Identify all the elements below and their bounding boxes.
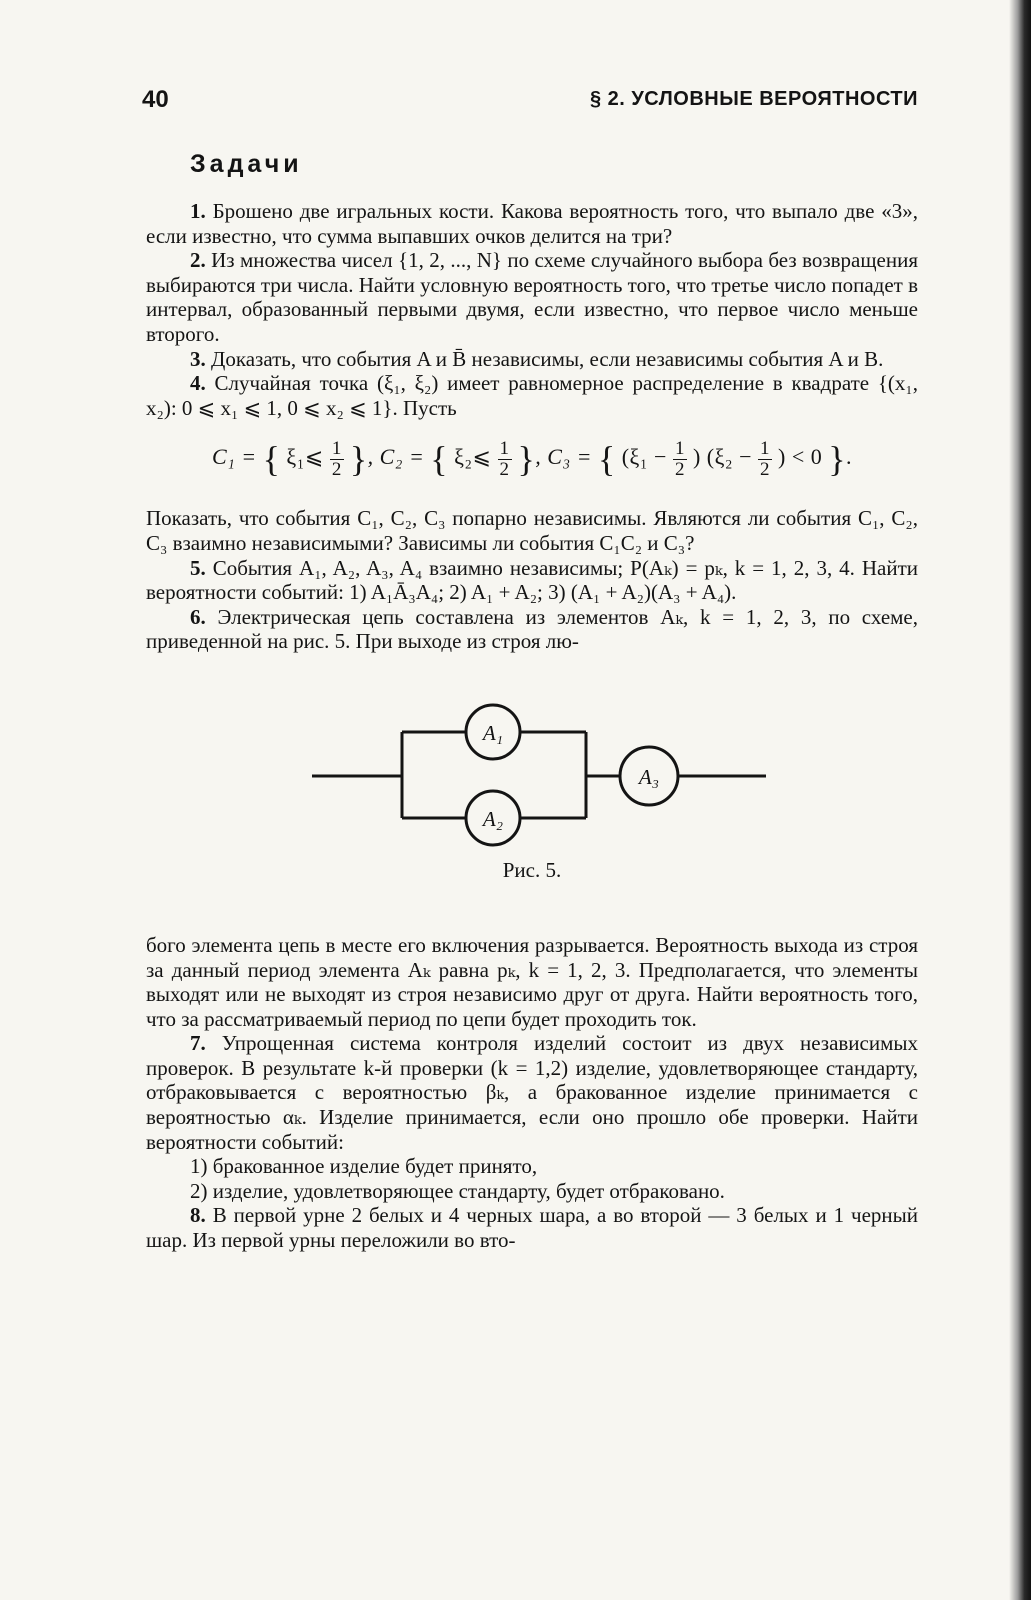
- page-number: 40: [142, 86, 169, 113]
- problem-number: 2.: [190, 248, 206, 273]
- problem-number: 7.: [190, 1031, 206, 1056]
- brace-open: {: [262, 439, 281, 480]
- circuit-diagram: [146, 658, 918, 858]
- formula-end: .: [846, 444, 853, 470]
- running-title: § 2. УСЛОВНЫЕ ВЕРОЯТНОСТИ: [589, 88, 918, 110]
- list-item: 2) изделие, удовлетворяющее стандарту, будет отбраковано.: [190, 1178, 725, 1203]
- formula-part2: ) (ξ₂ −: [692, 444, 752, 470]
- problem-number: 3.: [190, 346, 206, 371]
- problem-number: 1.: [190, 199, 206, 223]
- scanned-page-edge: [1009, 0, 1031, 1600]
- display-formula: [146, 438, 918, 480]
- problem-4: [146, 371, 918, 420]
- problem-3: [146, 347, 918, 372]
- brace-open: {: [597, 439, 616, 480]
- problem-2: [146, 248, 918, 346]
- brace-close: }: [517, 439, 536, 480]
- problem-6: [146, 605, 918, 654]
- fraction-one-half: $\frac{1}{2}$: [331, 437, 342, 480]
- fraction-one-half: $\frac{1}{2}$: [760, 437, 770, 480]
- problem-5: [146, 556, 918, 605]
- fraction-one-half: $\frac{1}{2}$: [499, 437, 510, 480]
- problem-8: [146, 1203, 918, 1252]
- page-header: [142, 78, 918, 118]
- problem-1: [146, 199, 918, 248]
- formula-xi2: ξ₂⩽: [454, 444, 492, 470]
- brace-close: }: [349, 439, 368, 480]
- element-a2-label: A₂: [482, 806, 504, 831]
- problem-4-continued: Показать, что события C₁, C₂, C₃ попарно независимы. Являются ли события C₁, C₂, C₃ взаимно независимыми? Зависимы ли события C₁C₂ и C₃?: [146, 506, 918, 555]
- element-a3-label: A₃: [638, 764, 660, 789]
- problem-7: [146, 1031, 918, 1154]
- section-title: Задачи: [190, 150, 303, 178]
- problem-text: Брошено две игральных кости. Какова вероятность того, что выпало две «3», если известно, что сумма выпавших очков делится на три?: [146, 199, 918, 248]
- problem-text: Электрическая цепь составлена из элементов Aₖ, k = 1, 2, 3, по схеме, приведенной на рис. 5. При выходе из строя лю-: [146, 604, 919, 654]
- formula-part3: ) < 0: [778, 444, 823, 470]
- circuit-svg: [146, 658, 918, 858]
- element-a1-label: A₁: [482, 720, 504, 745]
- book-page: [142, 78, 919, 1253]
- problem-6-continued: бого элемента цепь в месте его включения разрывается. Вероятность выхода из строя за данный период элемента Aₖ равна pₖ, k = 1, 2, 3. Предполагается, что элементы выходят или не выходят из строя независимо друг от друга. Найти вероятность того, что за рассматриваемый период по цепи будет проходить ток.: [146, 932, 918, 1031]
- problem-text: Упрощенная система контроля изделий состоит из двух независимых проверок. В результате k-й проверки (k = 1,2) изделие, удовлетворяющее стандарту, отбраковывается с вероятностью βₖ, а бракованное изделие принимается с вероятностью αₖ. Изделие принимается, если оно прошло обе проверки. Найти вероятности событий:: [146, 1031, 919, 1154]
- problem-number: 4.: [190, 371, 206, 396]
- brace-close: }: [828, 439, 847, 480]
- problem-number: 5.: [190, 555, 206, 580]
- formula-part1: (ξ₁ −: [621, 444, 667, 470]
- formula-c3: , C₃ =: [535, 444, 592, 470]
- formula-c1: C₁ =: [211, 444, 257, 470]
- problem-text: В первой урне 2 белых и 4 черных шара, а во второй — 3 белых и 1 черный шар. Из первой урны переложили во вто-: [146, 1203, 919, 1253]
- problem-number: 6.: [190, 604, 206, 629]
- list-item: 1) бракованное изделие будет принято,: [190, 1154, 538, 1179]
- problem-text: События A₁, A₂, A₃, A₄ взаимно независимы; P(Aₖ) = pₖ, k = 1, 2, 3, 4. Найти вероятности событий: 1) A₁Ā₃A₄; 2) A₁ + A₂; 3) (A₁ + A₂)(A₃ + A₄).: [146, 555, 919, 605]
- figure-caption: Рис. 5.: [502, 857, 562, 882]
- problem-number: 8.: [190, 1203, 206, 1228]
- formula-xi1: ξ₁⩽: [286, 444, 324, 470]
- problem-text: Из множества чисел {1, 2, ..., N} по схеме случайного выбора без возвращения выбираются три числа. Найти условную вероятность того, что третье число попадет в интервал, образованный первыми двумя, если известно, что первое число меньше второго.: [146, 248, 918, 346]
- brace-open: {: [430, 439, 449, 480]
- fraction-one-half: $\frac{1}{2}$: [674, 437, 685, 480]
- problem-text: Случайная точка (ξ₁, ξ₂) имеет равномерное распределение в квадрате {(x₁, x₂): 0 ⩽ x₁ ⩽ 1, 0 ⩽ x₂ ⩽ 1}. Пусть: [146, 371, 918, 420]
- problem-text: Доказать, что события A и B̄ независимы, если независимы события A и B.: [211, 346, 884, 371]
- formula-c2: , C₂ =: [367, 444, 425, 470]
